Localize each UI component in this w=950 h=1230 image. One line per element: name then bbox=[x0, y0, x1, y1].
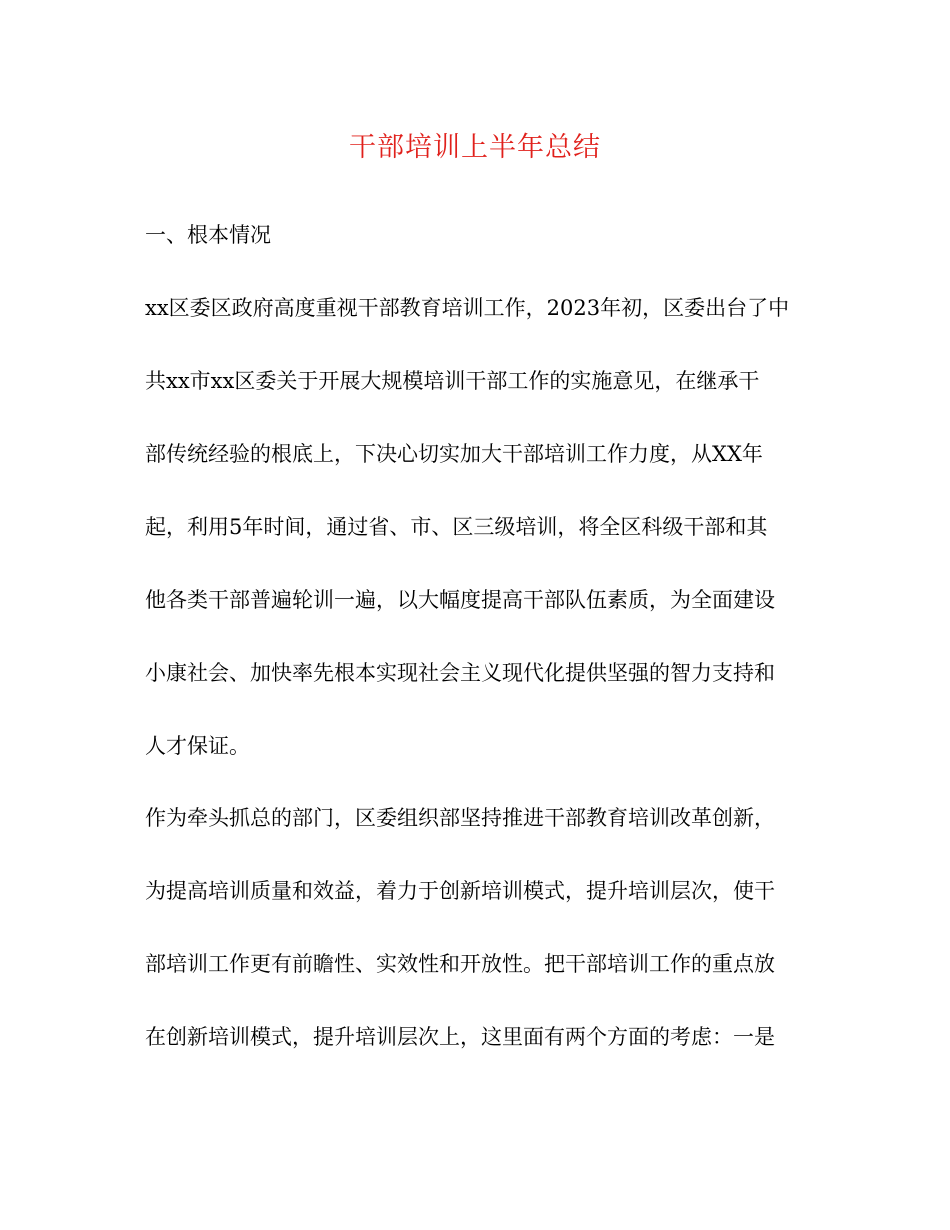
body-line-5: 他各类干部普遍轮训一遍，以大幅度提高干部队伍素质，为全面建设 bbox=[145, 588, 775, 612]
body-line-7: 人才保证。 bbox=[145, 734, 250, 758]
document-title: 干部培训上半年总结 bbox=[349, 132, 601, 163]
body-line-6: 小康社会、加快率先根本实现社会主义现代化提供坚强的智力支持和 bbox=[145, 661, 775, 685]
body-line-1: xx区委区政府高度重视干部教育培训工作，2023年初，区委出台了中 bbox=[145, 296, 790, 320]
body-line-9: 为提高培训质量和效益，着力于创新培训模式，提升培训层次，使干 bbox=[145, 879, 775, 903]
body-line-4: 起，利用5年时间，通过省、市、区三级培训，将全区科级干部和其 bbox=[145, 515, 768, 539]
body-line-3: 部传统经验的根底上，下决心切实加大干部培训工作力度，从XX年 bbox=[145, 442, 763, 466]
section-heading: 一、根本情况 bbox=[145, 223, 271, 247]
body-line-8: 作为牵头抓总的部门，区委组织部坚持推进干部教育培训改革创新， bbox=[145, 806, 775, 830]
body-line-2: 共xx市xx区委关于开展大规模培训干部工作的实施意见，在继承干 bbox=[145, 369, 760, 393]
body-line-10: 部培训工作更有前瞻性、实效性和开放性。把干部培训工作的重点放 bbox=[145, 952, 775, 976]
body-line-11: 在创新培训模式，提升培训层次上，这里面有两个方面的考虑：一是 bbox=[145, 1025, 775, 1049]
